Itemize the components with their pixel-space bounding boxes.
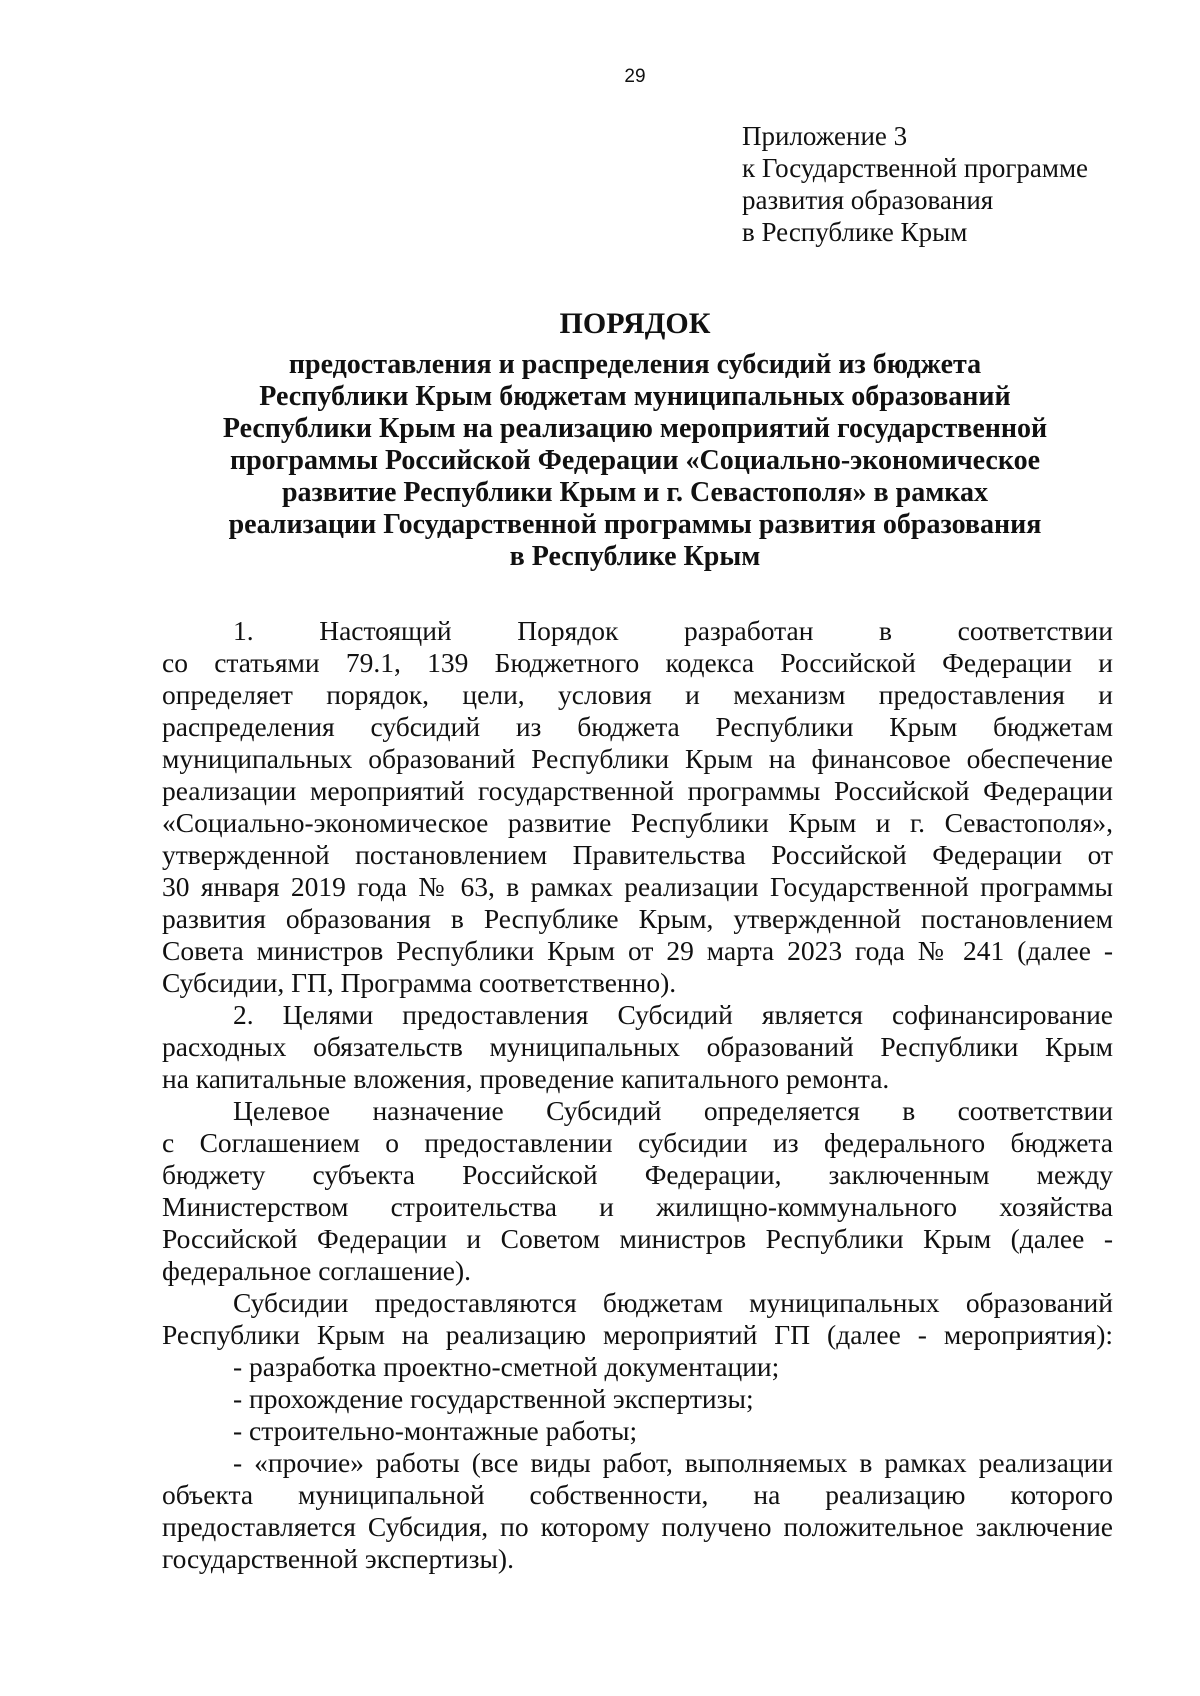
title-main: ПОРЯДОК <box>559 307 711 340</box>
appendix-line: к Государственной программе <box>742 153 1089 183</box>
body-line: 1. Настоящий Порядок разработан в соответствии <box>233 615 1113 646</box>
appendix-reference <box>742 120 1088 248</box>
body-line: с Соглашением о предоставлении субсидии из федерального бюджета <box>162 1127 1113 1158</box>
body-line: Целевое назначение Субсидий определяется в соответствии <box>233 1095 1113 1126</box>
body-line: развития образования в Республике Крым, утвержденной постановлением <box>162 903 1113 934</box>
appendix-line: в Республике Крым <box>742 217 968 247</box>
title-line: Республики Крым бюджетам муниципальных образований <box>259 381 1011 412</box>
body-line: федеральное соглашение). <box>162 1255 472 1286</box>
body-line: муниципальных образований Республики Крым на финансовое обеспечение <box>162 743 1113 774</box>
body-line: Министерством строительства и жилищно-коммунального хозяйства <box>162 1191 1113 1222</box>
appendix-line: развития образования <box>742 185 994 215</box>
body-line: утвержденной постановлением Правительства Российской Федерации от <box>162 839 1113 870</box>
body-line: - строительно-монтажные работы; <box>233 1415 638 1446</box>
document-body <box>162 615 1113 1575</box>
body-line: Республики Крым на реализацию мероприятий ГП (далее - мероприятия): <box>162 1319 1113 1350</box>
title-line: предоставления и распределения субсидий из бюджета <box>288 349 982 380</box>
body-line: «Социально-экономическое развитие Республики Крым и г. Севастополя», <box>162 807 1113 838</box>
body-line: распределения субсидий из бюджета Республики Крым бюджетам <box>162 711 1113 742</box>
body-line: Совета министров Республики Крым от 29 марта 2023 года № 241 (далее - <box>162 935 1113 966</box>
body-line: 2. Целями предоставления Субсидий является софинансирование <box>233 999 1113 1030</box>
body-line: - «прочие» работы (все виды работ, выполняемых в рамках реализации <box>233 1447 1113 1478</box>
body-line: объекта муниципальной собственности, на реализацию которого <box>162 1479 1113 1510</box>
body-line: определяет порядок, цели, условия и механизм предоставления и <box>162 679 1113 710</box>
title-line: Республики Крым на реализацию мероприятий государственной <box>222 413 1048 444</box>
body-line: - разработка проектно-сметной документации; <box>233 1351 780 1382</box>
title-line: программы Российской Федерации «Социально-экономическое <box>229 445 1041 476</box>
body-line: на капитальные вложения, проведение капитального ремонта. <box>162 1063 890 1094</box>
body-line: государственной экспертизы). <box>162 1543 514 1574</box>
body-line: предоставляется Субсидия, по которому получено положительное заключение <box>162 1511 1113 1542</box>
body-line: расходных обязательств муниципальных образований Республики Крым <box>162 1031 1113 1062</box>
document-title <box>160 308 1110 573</box>
body-line: - прохождение государственной экспертизы; <box>233 1383 754 1414</box>
body-line: Субсидии предоставляются бюджетам муниципальных образований <box>233 1287 1113 1318</box>
title-line: развитие Республики Крым и г. Севастополя» в рамках <box>281 477 988 508</box>
title-line: реализации Государственной программы развития образования <box>228 509 1042 540</box>
title-line: в Республике Крым <box>509 541 761 572</box>
body-line: реализации мероприятий государственной программы Российской Федерации <box>162 775 1113 806</box>
body-line: со статьями 79.1, 139 Бюджетного кодекса Российской Федерации и <box>162 647 1113 678</box>
body-line: бюджету субъекта Российской Федерации, заключенным между <box>162 1159 1113 1190</box>
appendix-line: Приложение 3 <box>742 121 908 151</box>
page-number: 29 <box>624 66 646 87</box>
body-line: Российской Федерации и Советом министров Республики Крым (далее - <box>162 1223 1113 1254</box>
body-line: 30 января 2019 года № 63, в рамках реализации Государственной программы <box>162 871 1113 902</box>
body-line: Субсидии, ГП, Программа соответственно). <box>162 967 677 998</box>
